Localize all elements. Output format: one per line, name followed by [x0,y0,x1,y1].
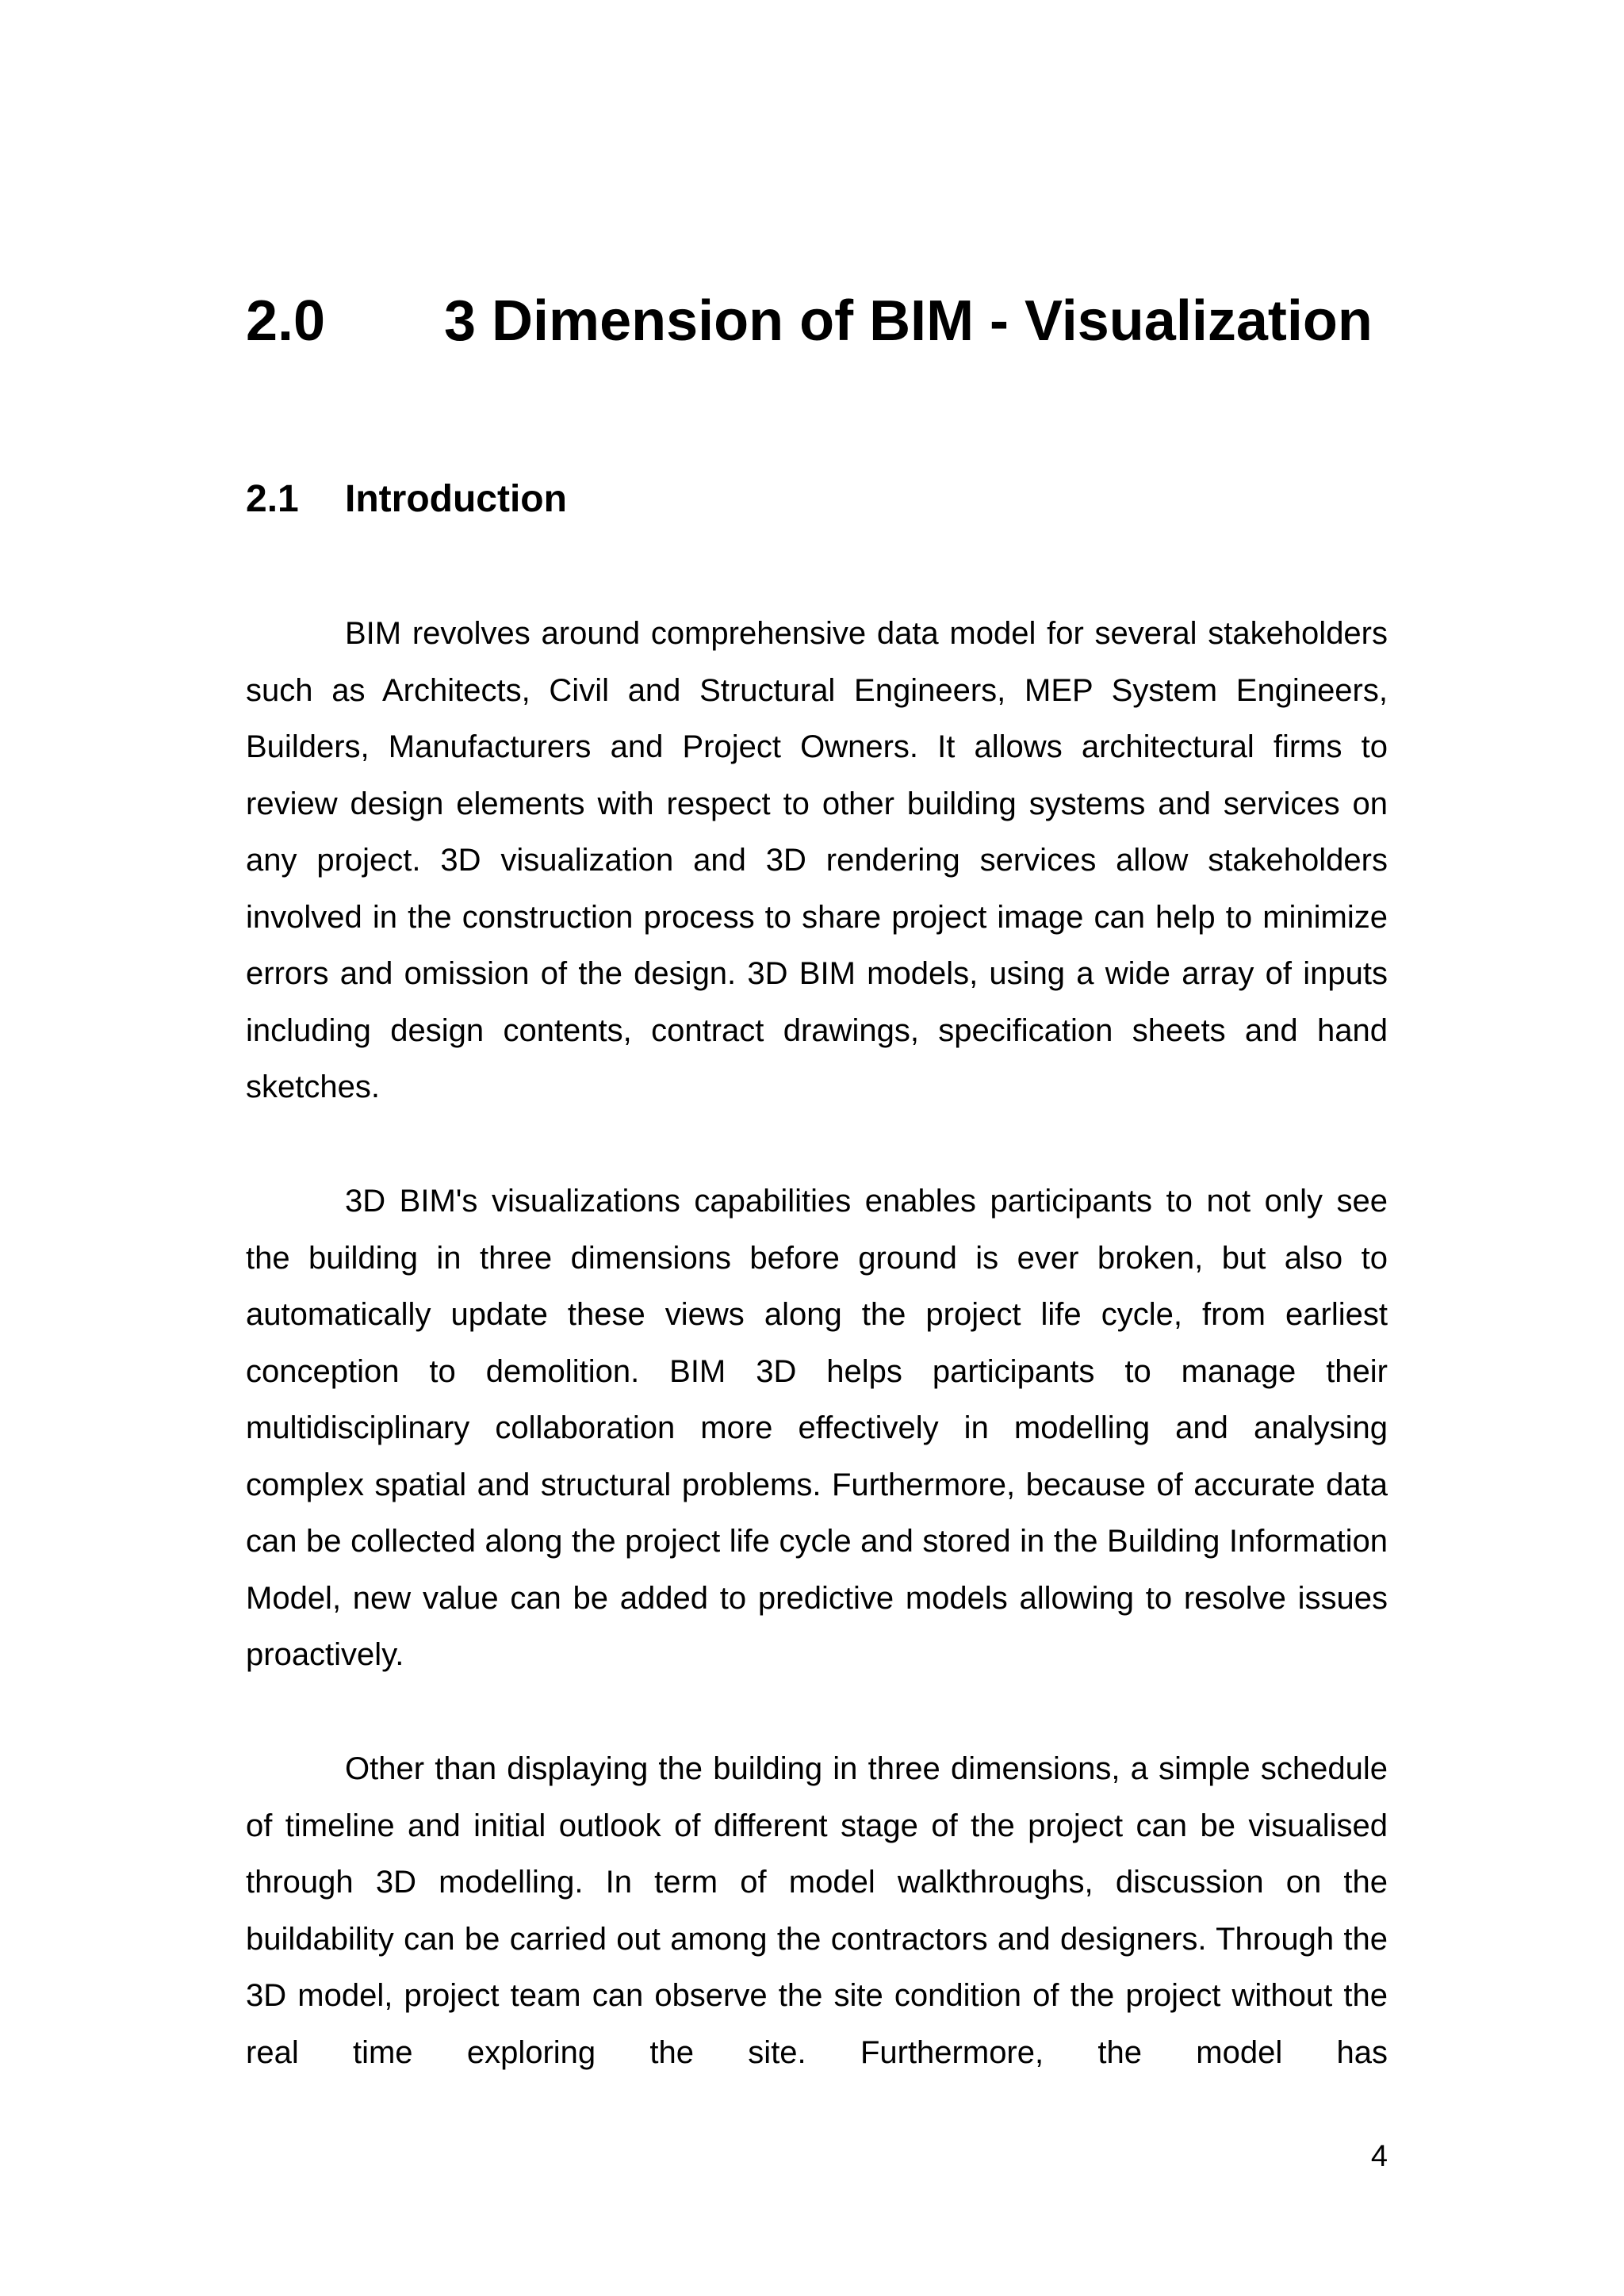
section-title: Introduction [345,478,567,520]
section-heading [246,476,567,523]
section-number: 2.1 [246,478,299,520]
paragraph-3: Other than displaying the building in three dimensions, a simple schedule of timeline and initial outlook of different stage of the project can be visualised through 3D modelling. In term of model walkthroughs, discussion on the buildability can be carried out among the contractors and designers. Through the 3D model, project team can observe the site condition of the project without the real time exploring the site. Furthermore, the model has [246,1751,1388,2070]
chapter-number: 2.0 [246,289,326,353]
paragraph-2: 3D BIM's visualizations capabilities enables participants to not only see the building in three dimensions before ground is ever broken, but also to automatically update these views along the project life cycle, from earliest conception to demolition. BIM 3D helps participants to manage their multidisciplinary collaboration more effectively in modelling and analysing complex spatial and structural problems. Furthermore, because of accurate data can be collected along the project life cycle and stored in the Building Information Model, new value can be added to predictive models allowing to resolve issues proactively. [246,1184,1388,1672]
page-number: 4 [1370,2140,1388,2173]
paragraph-1: BIM revolves around comprehensive data model for several stakeholders such as Architects, Civil and Structural Engineers, MEP System Engineers, Builders, Manufacturers and Project Owners. It allows architectural firms to review design elements with respect to other building systems and services on any project. 3D visualization and 3D rendering services allow stakeholders involved in the construction process to share project image can help to minimize errors and omission of the design. 3D BIM models, using a wide array of inputs including design contents, contract drawings, specification sheets and hand sketches. [246,616,1388,1104]
chapter-heading [246,285,1373,357]
chapter-title: 3 Dimension of BIM - Visualization [444,289,1373,353]
